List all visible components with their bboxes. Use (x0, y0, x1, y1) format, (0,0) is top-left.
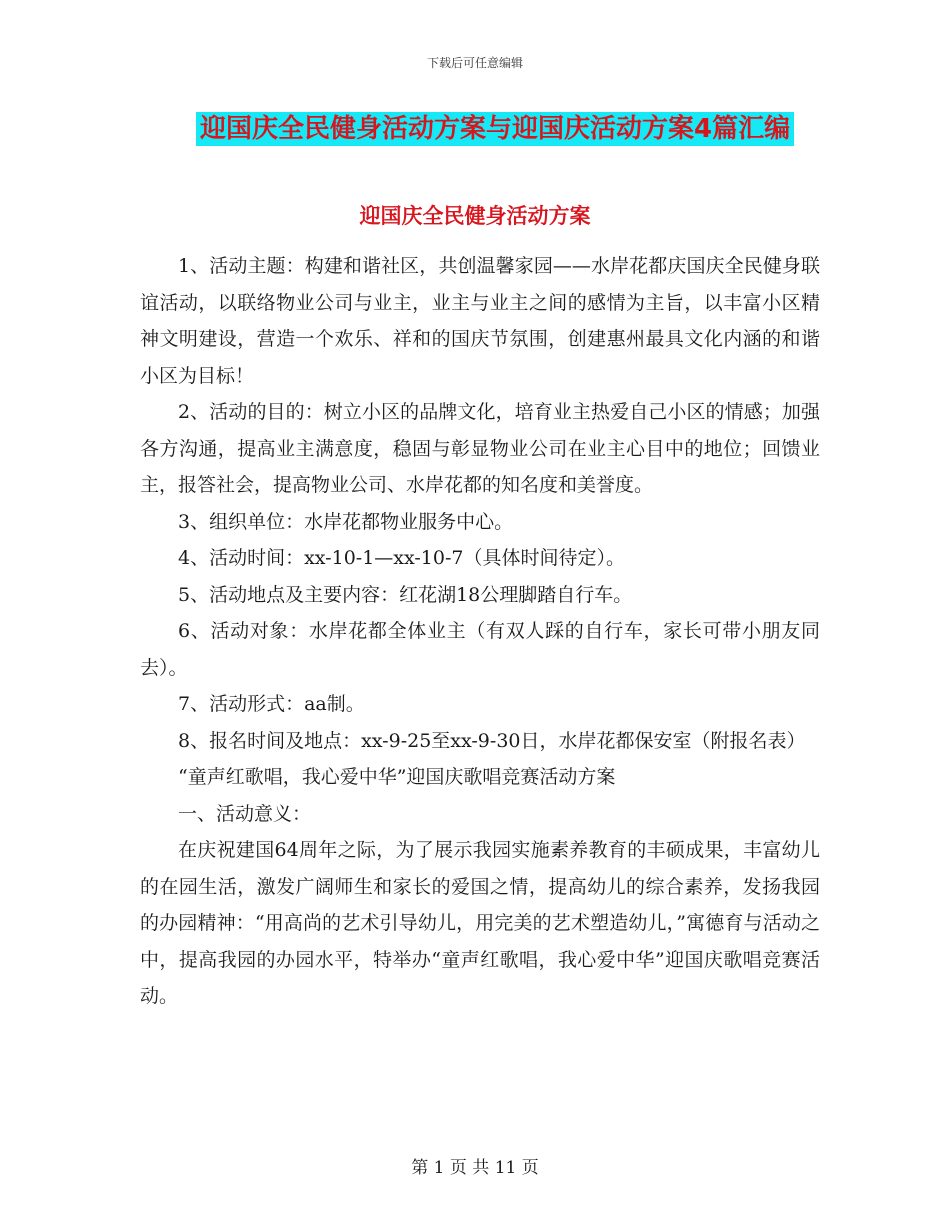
section-title: 迎国庆全民健身活动方案 (359, 204, 591, 228)
paragraph-activity-purpose: 2、活动的目的：树立小区的品牌文化，培育业主热爱自己小区的情感；加强各方沟通，提高业主满意度，稳固与彰显物业公司在业主心目中的地位；回馈业主，报答社会，提高物业公司、水岸花都的知名度和美誉度。 (140, 401, 820, 496)
page-header-note: 下载后可任意编辑 (426, 56, 523, 70)
paragraph-activity-theme: 1、活动主题：构建和谐社区，共创温馨家园——水岸花都庆国庆全民健身联谊活动，以联络物业公司与业主，业主与业主之间的感情为主旨，以丰富小区精神文明建设，营造一个欢乐、祥和的国庆节氛围，创建惠州最具文化内涵的和谐小区为目标！ (140, 255, 820, 387)
paragraph-activity-location: 5、活动地点及主要内容：红花湖18公理脚踏自行车。 (178, 583, 633, 606)
paragraph-organizer: 3、组织单位：水岸花都物业服务中心。 (178, 510, 514, 533)
paragraph-activity-form: 7、活动形式：aa制。 (178, 693, 365, 715)
paragraph-activity-meaning: 在庆祝建国64周年之际，为了展示我园实施素养教育的丰硕成果，丰富幼儿的在园生活，激发广阔师生和家长的爱国之情，提高幼儿的综合素养，发扬我园的办园精神：“用高尚的艺术引导幼儿，用完美的艺术塑造幼儿，”寓德育与活动之中，提高我园的办园水平，特举办“童声红歌唱，我心爱中华”迎国庆歌唱竞赛活动。 (140, 839, 820, 1007)
page-number-footer: 第 1 页 共 11 页 (411, 1158, 539, 1178)
paragraph-song-contest-title: “童声红歌唱，我心爱中华”迎国庆歌唱竞赛活动方案 (178, 766, 616, 788)
paragraph-activity-meaning-heading: 一、活动意义： (178, 802, 312, 825)
paragraph-activity-time: 4、活动时间：xx-10-1—xx-10-7（具体时间待定）。 (178, 547, 625, 569)
document-main-title: 迎国庆全民健身活动方案与迎国庆活动方案4篇汇编 (196, 112, 794, 146)
paragraph-registration: 8、报名时间及地点：xx-9-25至xx-9-30日，水岸花都保安室（附报名表） (178, 729, 806, 752)
paragraph-activity-target: 6、活动对象：水岸花都全体业主（有双人踩的自行车，家长可带小朋友同去）。 (140, 620, 820, 679)
document-body (140, 248, 820, 1015)
